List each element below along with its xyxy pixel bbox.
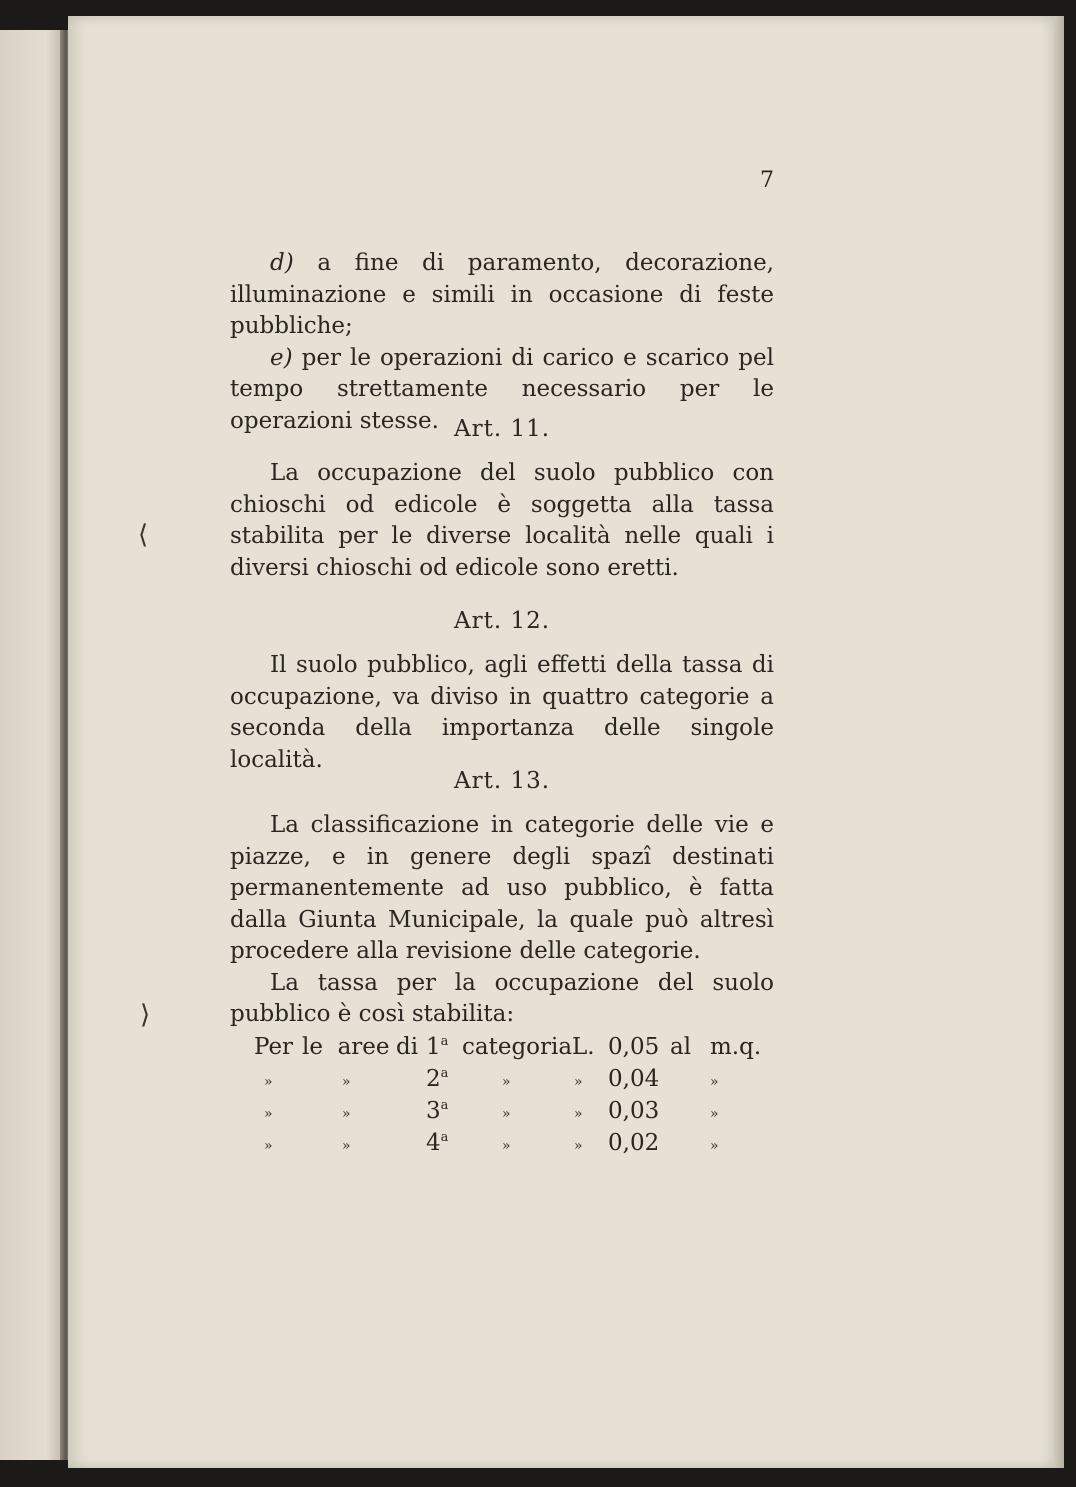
ditto-mark: »	[710, 1074, 719, 1090]
tariff-categoria: categoria	[462, 1034, 573, 1060]
tariff-cat	[426, 1066, 448, 1092]
ditto-mark: »	[264, 1138, 273, 1154]
tariff-per: Per	[254, 1034, 294, 1060]
tariff-cat-num: 4	[426, 1130, 441, 1156]
tariff-unit: m.q.	[710, 1034, 762, 1060]
tariff-amount: 0,04	[608, 1066, 660, 1092]
ditto-mark: »	[574, 1138, 583, 1154]
list-items-d-e	[230, 248, 774, 437]
tariff-cat-sup: a	[440, 1130, 449, 1145]
tariff-amount: 0,05	[608, 1034, 660, 1060]
art12-body	[230, 650, 774, 776]
tariff-al: al	[670, 1034, 692, 1060]
tariff-di: di	[396, 1034, 419, 1060]
ditto-mark: »	[574, 1106, 583, 1122]
item-e-text: per le operazioni di carico e scarico pel tempo strettamente necessario per le operazioni stesse.	[230, 344, 774, 434]
tariff-row-4	[230, 1130, 790, 1162]
art13-heading: Art. 13.	[453, 768, 551, 794]
ditto-mark: »	[264, 1106, 273, 1122]
tariff-cat-sup: a	[440, 1034, 449, 1049]
page-number: 7	[760, 168, 774, 193]
art12-text: Il suolo pubblico, agli effetti della tassa di occupazione, va diviso in quattro categorie a seconda della importanza delle singole località.	[230, 652, 774, 773]
ditto-mark: »	[502, 1074, 511, 1090]
tariff-table	[230, 1034, 790, 1162]
tariff-cat-num: 2	[426, 1066, 441, 1092]
art13-text2: La tassa per la occupazione del suolo pubblico è così stabilita:	[230, 969, 774, 1027]
tariff-amount: 0,03	[608, 1098, 660, 1124]
tariff-cat-sup: a	[440, 1066, 449, 1081]
art11-heading: Art. 11.	[453, 416, 551, 442]
tariff-le: le	[302, 1034, 323, 1060]
item-d-label: d)	[270, 250, 294, 276]
ditto-mark: »	[502, 1138, 511, 1154]
ditto-mark: »	[574, 1074, 583, 1090]
facing-page-edge	[0, 30, 66, 1460]
ditto-mark: »	[342, 1138, 351, 1154]
art11-text: La occupazione del suolo pubblico con chioschi od edicole è soggetta alla tassa stabilita per le diverse località nelle quali i diversi chioschi od edicole sono eretti.	[230, 460, 774, 581]
art13-text: La classificazione in categorie delle vie e piazze, e in genere degli spazî destinati permanentemente ad uso pubblico, è fatta dalla Giunta Municipale, la quale può altresì procedere alla revisione delle categorie.	[230, 812, 774, 964]
tariff-aree: aree	[337, 1034, 390, 1060]
item-d-text: a fine di paramento, decorazione, illuminazione e simili in occasione di feste pubbliche;	[230, 250, 774, 339]
ditto-mark: »	[502, 1106, 511, 1122]
ditto-mark: »	[342, 1106, 351, 1122]
ditto-mark: »	[342, 1074, 351, 1090]
page-edge	[1054, 16, 1064, 1468]
tariff-cat	[426, 1034, 448, 1060]
tariff-cat	[426, 1098, 448, 1124]
tariff-row-1	[230, 1034, 790, 1066]
art12-heading: Art. 12.	[453, 608, 551, 634]
tariff-row-2	[230, 1066, 790, 1098]
tariff-le-aree	[302, 1034, 390, 1060]
tariff-cat-num: 3	[426, 1098, 441, 1124]
art11-body	[230, 458, 774, 584]
ditto-mark: »	[710, 1138, 719, 1154]
margin-mark-lower: ⟩	[140, 1000, 151, 1030]
tariff-amount: 0,02	[608, 1130, 660, 1156]
tariff-currency: L.	[572, 1034, 595, 1060]
item-e-label: e)	[270, 344, 293, 371]
ditto-mark: »	[264, 1074, 273, 1090]
item-d	[230, 248, 774, 343]
art13-body	[230, 810, 774, 1031]
tariff-cat-sup: a	[440, 1098, 449, 1113]
ditto-mark: »	[710, 1106, 719, 1122]
margin-mark-upper: ⟨	[138, 520, 149, 550]
tariff-row-3	[230, 1098, 790, 1130]
tariff-cat	[426, 1130, 448, 1156]
tariff-cat-num: 1	[426, 1034, 441, 1060]
